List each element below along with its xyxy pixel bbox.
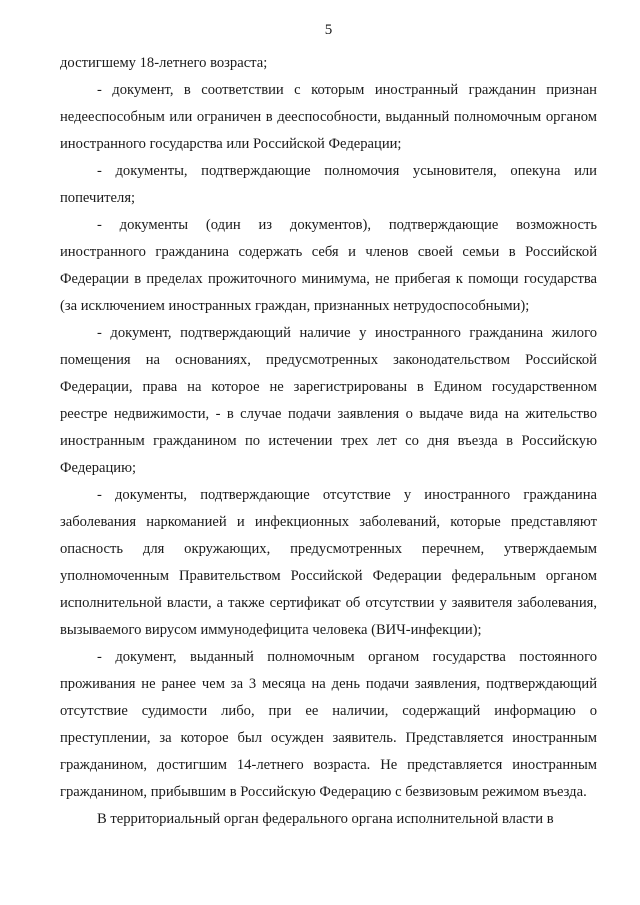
page-number: 5 (324, 22, 333, 38)
list-item-criminal-record: - документ, выданный полномочным органом государства постоянного проживания не ранее чем за 3 месяца на день подачи заявления, подтверждающий отсутствие судимости либо, при ее наличии, содержащий информацию о преступлении, за которое был осужден заявитель. Представляется иностранным гражданином, достигшим 14-летнего возраста. Не представляется иностранным гражданином, прибывшим в Российскую Федерацию с безвизовым режимом въезда. (60, 649, 597, 800)
paragraph-territorial-body: В территориальный орган федерального органа исполнительной власти в (97, 811, 554, 827)
list-item-housing-proof: - документ, подтверждающий наличие у иностранного гражданина жилого помещения на основаниях, предусмотренных законодательством Российской Федерации, права на которое не зарегистрированы в Едином государственном реестре недвижимости, - в случае подачи заявления о выдаче вида на жительство иностранным гражданином по истечении трех лет со дня въезда в Российскую Федерацию; (60, 325, 597, 476)
list-item-medical-certificates: - документы, подтверждающие отсутствие у иностранного гражданина заболевания наркоманией и инфекционных заболеваний, которые представляют опасность для окружающих, предусмотренных перечнем, утверждаемым уполномоченным Правительством Российской Федерации федеральным органом исполнительной власти, а также сертификат об отсутствии у заявителя заболевания, вызываемого вирусом иммунодефицита человека (ВИЧ-инфекции); (60, 487, 597, 638)
document-page (60, 20, 597, 833)
list-item-incapacity-document: - документ, в соответствии с которым иностранный гражданин признан недееспособным или ограничен в дееспособности, выданный полномочным органом иностранного государства или Российской Федерации; (60, 82, 597, 152)
list-item-guardian-authority: - документы, подтверждающие полномочия усыновителя, опекуна или попечителя; (60, 163, 597, 206)
paragraph-continuation: достигшему 18-летнего возраста; (60, 55, 268, 71)
list-item-subsistence-proof: - документы (один из документов), подтверждающие возможность иностранного гражданина содержать себя и членов своей семьи в Российской Федерации в пределах прожиточного минимума, не прибегая к помощи государства (за исключением иностранных граждан, признанных нетрудоспособными); (60, 217, 597, 314)
